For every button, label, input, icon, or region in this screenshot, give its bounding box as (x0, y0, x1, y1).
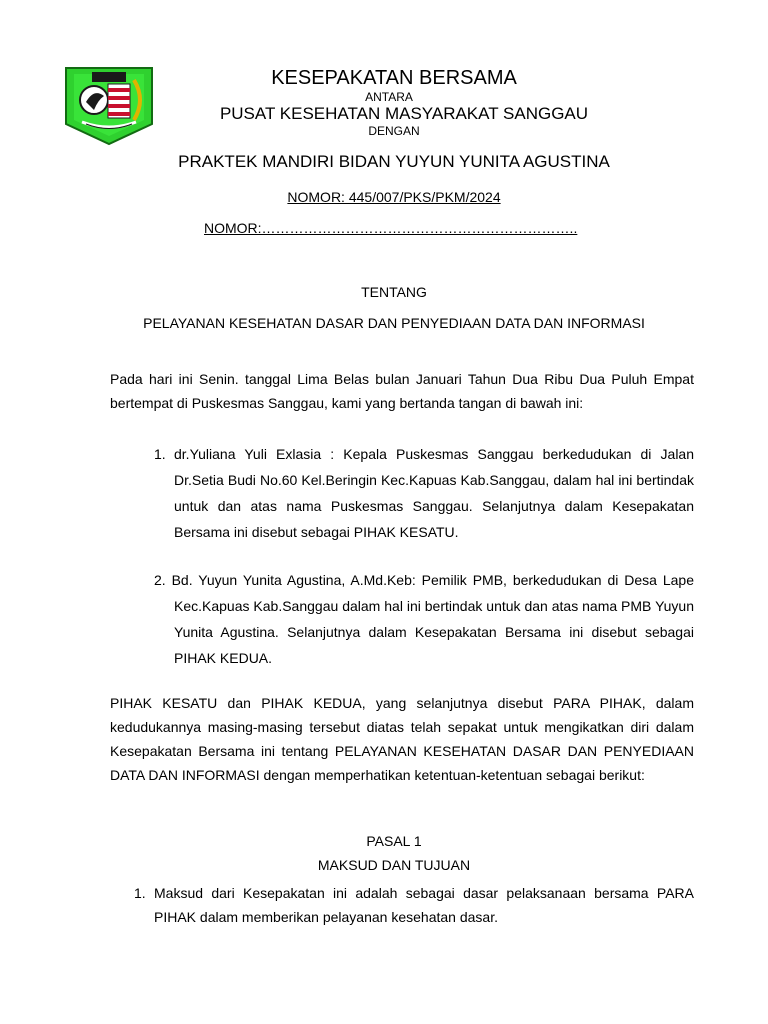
list-text: dr.Yuliana Yuli Exlasia : Kepala Puskesmas Sanggau berkedudukan di Jalan Dr.Setia Budi No.60 Kel.Beringin Kec.Kapuas Kab.Sanggau, dalam hal ini bertindak untuk dan atas nama Puskesmas Sanggau. Selanjutnya dalam Kesepakatan Bersama ini disebut sebagai PIHAK KESATU. (174, 446, 694, 540)
list-body: Bd. Yuyun Yunita Agustina, A.Md.Keb: Pemilik PMB, berkedudukan di Desa Lape Kec.Kapuas Kab.Sanggau dalam hal ini bertindak untuk dan atas nama PMB Yuyun Yunita Agustina. Selanjutnya dalam Kesepakatan Bersama ini disebut sebagai PIHAK KEDUA. (171, 572, 694, 666)
subject-title: PELAYANAN KESEHATAN DASAR DAN PENYEDIAAN DATA DAN INFORMASI (143, 315, 645, 331)
article-list-item (134, 881, 694, 929)
agreement-paragraph: PIHAK KESATU dan PIHAK KEDUA, yang selanjutnya disebut PARA PIHAK, dalam kedudukannya masing-masing tersebut diatas telah sepakat untuk mengikatkan diri dalam Kesepakatan Bersama ini tentang PELAYANAN KESEHATAN DASAR DAN PENYEDIAAN DATA DAN INFORMASI dengan memperhatikan ketentuan-ketentuan sebagai berikut: (110, 695, 694, 783)
document-number-two: NOMOR:………………………………………………………….. (204, 220, 578, 236)
party-one-name: PUSAT KESEHATAN MASYARAKAT SANGGAU (219, 104, 589, 123)
party-two-name: PRAKTEK MANDIRI BIDAN YUYUN YUNITA AGUSTINA (178, 152, 610, 171)
list-number: 1. (134, 885, 146, 901)
article-number: PASAL 1 (366, 833, 422, 849)
list-text (154, 567, 694, 671)
list-text: Maksud dari Kesepakatan ini adalah sebagai dasar pelaksanaan bersama PARA PIHAK dalam memberikan pelayanan kesehatan dasar. (154, 885, 694, 925)
with-label: DENGAN (368, 124, 420, 138)
party-list-item (154, 441, 694, 545)
document-number-one: NOMOR: 445/007/PKS/PKM/2024 (287, 189, 501, 205)
list-number: 2. (154, 572, 166, 588)
article-title: MAKSUD DAN TUJUAN (317, 857, 471, 873)
between-label: ANTARA (365, 90, 413, 104)
subject-heading: TENTANG (361, 284, 427, 300)
list-number: 1. (154, 446, 166, 462)
party-list-item (154, 567, 694, 671)
document-title: KESEPAKATAN BERSAMA (271, 67, 517, 89)
opening-paragraph: Pada hari ini Senin. tanggal Lima Belas bulan Januari Tahun Dua Ribu Dua Puluh Empat bertempat di Puskesmas Sanggau, kami yang bertanda tangan di bawah ini: (110, 371, 694, 411)
